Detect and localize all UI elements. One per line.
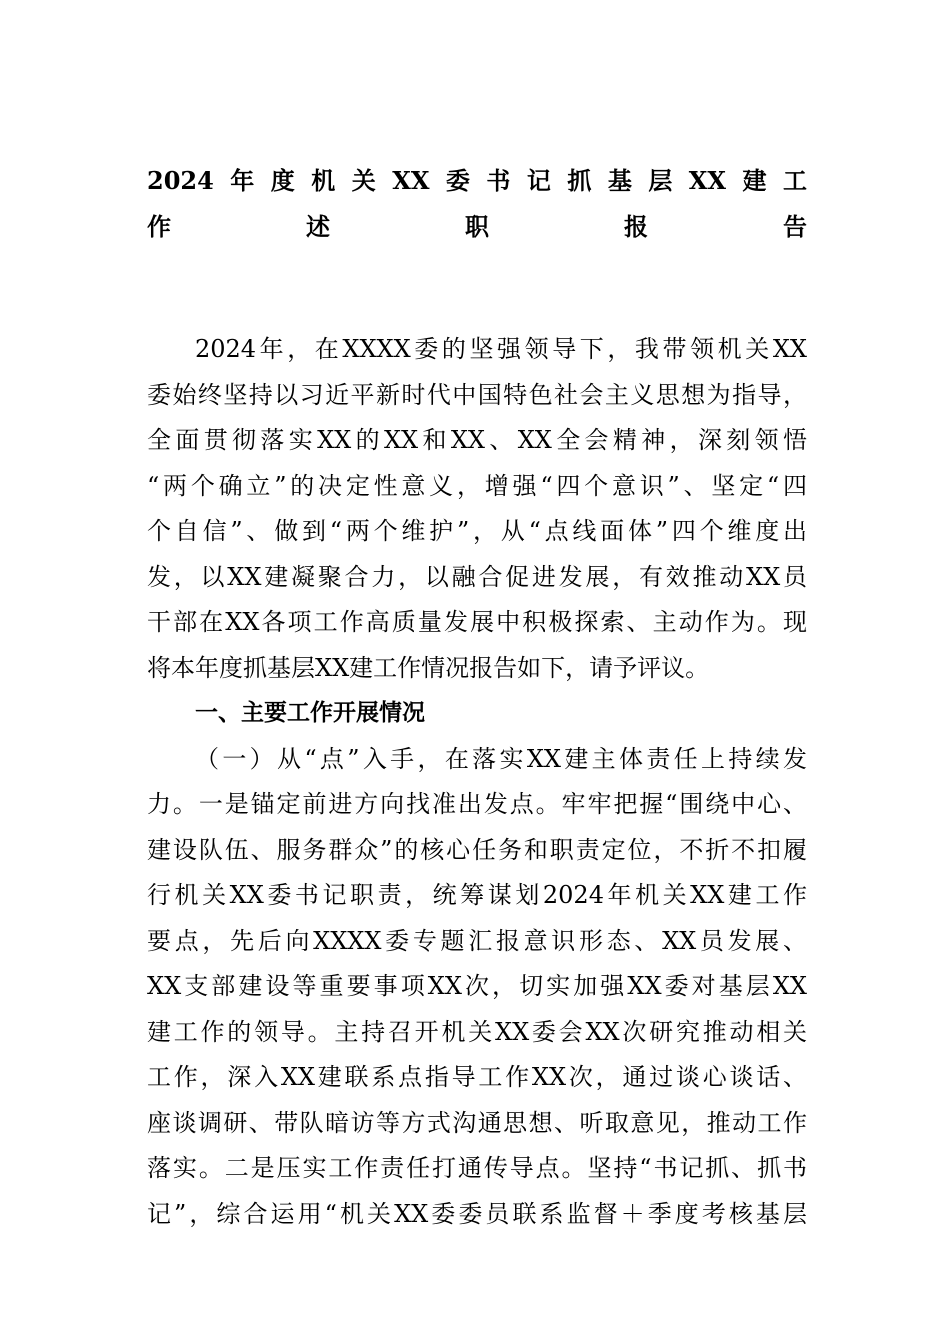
text-line: 2024年，在XXXX委的坚强领导下，我带领机关XX	[195, 335, 807, 363]
text-line: 落实。二是压实工作责任打通传导点。坚持“书记抓、抓书	[147, 1154, 807, 1182]
title-line-2: 作述职报告	[147, 211, 807, 241]
text-line: 建工作的领导。主持召开机关XX委会XX次研究推动相关	[147, 1017, 807, 1046]
text-line: （一）从“点”入手，在落实XX建主体责任上持续发	[195, 744, 807, 773]
text-line: 发，以XX建凝聚合力，以融合促进发展，有效推动XX员	[147, 562, 807, 591]
text-line: 要点，先后向XXXX委专题汇报意识形态、XX员发展、	[147, 926, 807, 955]
paragraph-section1	[147, 737, 807, 1238]
text-line: 记”，综合运用“机关XX委委员联系监督＋季度考核基层	[147, 1199, 807, 1228]
text-line: 全面贯彻落实XX的XX和XX、XX全会精神，深刻领悟	[147, 426, 807, 454]
text-line: 个自信”、做到“两个维护”，从“点线面体”四个维度出	[147, 517, 807, 545]
text-line: 将本年度抓基层XX建工作情况报告如下，请予评议。	[147, 653, 710, 682]
text-line: XX支部建设等重要事项XX次，切实加强XX委对基层XX	[147, 972, 807, 1000]
text-line: 座谈调研、带队暗访等方式沟通思想、听取意见，推动工作	[147, 1108, 807, 1137]
text-line: 干部在XX各项工作高质量发展中积极探索、主动作为。现	[147, 608, 807, 636]
paragraph-intro	[147, 327, 807, 691]
text-line: 建设队伍、服务群众”的核心任务和职责定位，不折不扣履	[147, 835, 807, 864]
text-line: 工作，深入XX建联系点指导工作XX次，通过谈心谈话、	[147, 1063, 807, 1091]
section-heading: 一、主要工作开展情况	[195, 700, 425, 726]
document-title	[147, 158, 807, 249]
text-line: “两个确立”的决定性意义，增强“四个意识”、坚定“四	[147, 471, 807, 500]
text-line: 委始终坚持以习近平新时代中国特色社会主义思想为指导，	[147, 380, 807, 409]
text-line: 力。一是锚定前进方向找准出发点。牢牢把握“围绕中心、	[147, 790, 807, 818]
title-line-1: 2024年度机关XX委书记抓基层XX建工	[147, 166, 807, 195]
text-line: 行机关XX委书记职责，统筹谋划2024年机关XX建工作	[147, 881, 807, 909]
document-body	[147, 327, 807, 1237]
